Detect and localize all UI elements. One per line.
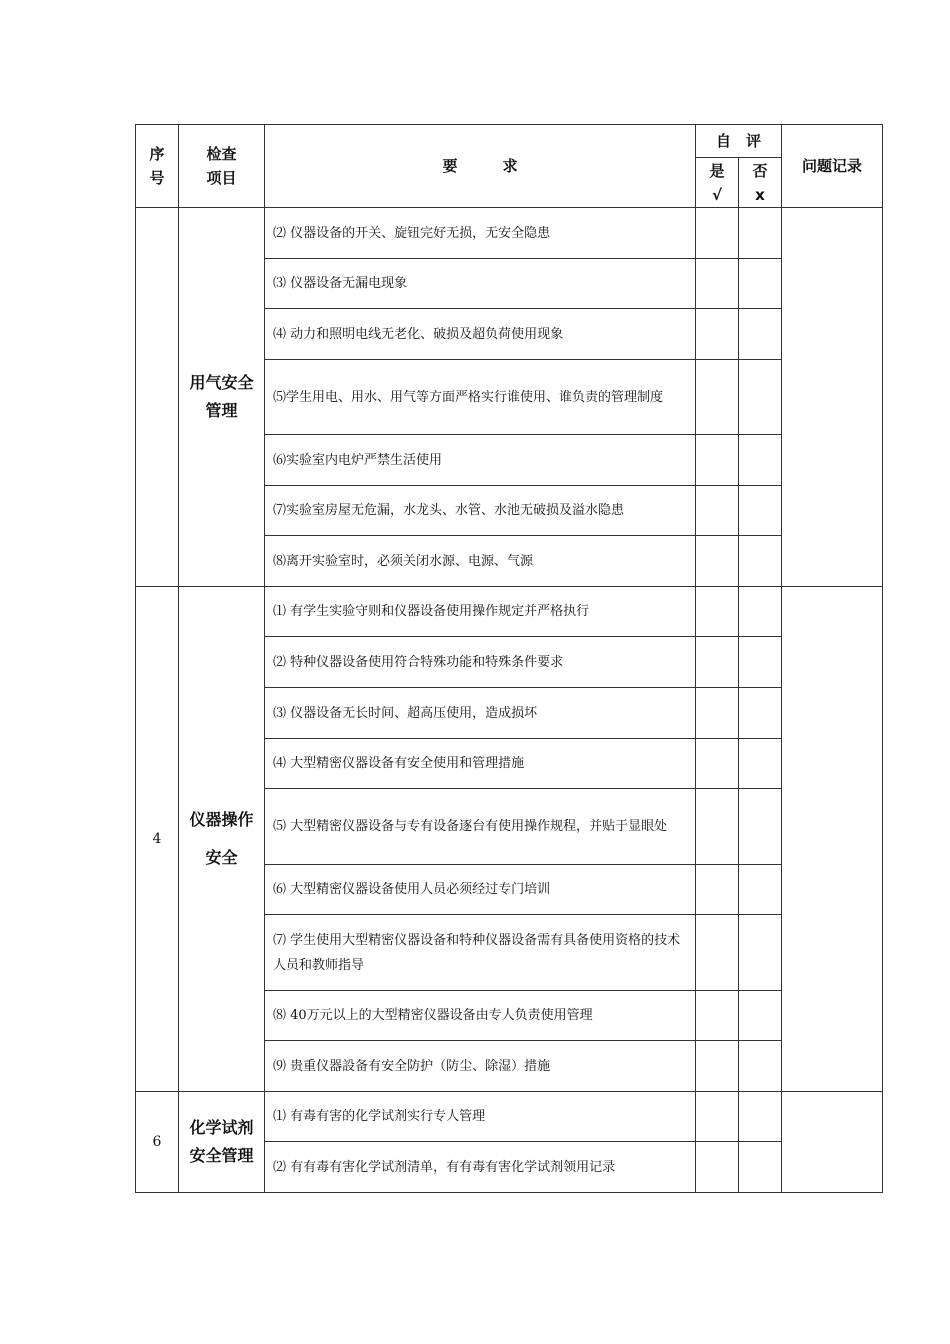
no-checkbox-cell[interactable]	[739, 259, 782, 309]
header-requirement: 要 求	[265, 125, 696, 208]
requirement-text: ⑻ 40万元以上的大型精密仪器设备由专人负责使用管理	[265, 991, 696, 1041]
requirement-text: ⑶ 仪器设备无长时间、超高压使用，造成损坏	[265, 688, 696, 739]
requirement-text: ⑷ 动力和照明电线无老化、破损及超负荷使用现象	[265, 309, 696, 360]
yes-checkbox-cell[interactable]	[696, 435, 739, 486]
no-checkbox-cell[interactable]	[739, 1041, 782, 1092]
header-no-line2: x	[755, 185, 765, 204]
table-row	[136, 587, 883, 637]
requirement-text: ⑴ 有学生实验守则和仪器设备使用操作规定并严格执行	[265, 587, 696, 637]
no-checkbox-cell[interactable]	[739, 309, 782, 360]
no-checkbox-cell[interactable]	[739, 1142, 782, 1193]
issues-cell[interactable]	[782, 587, 883, 1092]
yes-checkbox-cell[interactable]	[696, 739, 739, 789]
no-checkbox-cell[interactable]	[739, 1092, 782, 1142]
header-item-line2: 项目	[206, 169, 237, 187]
header-item-line1: 检查	[206, 145, 237, 163]
header-yes	[696, 158, 739, 208]
yes-checkbox-cell[interactable]	[696, 789, 739, 865]
requirement-text: ⑻离开实验室时，必须关闭水源、电源、气源	[265, 536, 696, 587]
section-seq: 4	[136, 587, 179, 1092]
section-seq	[136, 208, 179, 587]
no-checkbox-cell[interactable]	[739, 865, 782, 915]
header-no-line1: 否	[752, 161, 768, 180]
yes-checkbox-cell[interactable]	[696, 587, 739, 637]
yes-checkbox-cell[interactable]	[696, 259, 739, 309]
requirement-text: ⑹ 大型精密仪器设备使用人员必须经过专门培训	[265, 865, 696, 915]
yes-checkbox-cell[interactable]	[696, 1092, 739, 1142]
yes-checkbox-cell[interactable]	[696, 536, 739, 587]
no-checkbox-cell[interactable]	[739, 637, 782, 688]
header-row-top	[136, 125, 883, 158]
issues-cell[interactable]	[782, 1092, 883, 1193]
section-seq: 6	[136, 1092, 179, 1193]
no-checkbox-cell[interactable]	[739, 739, 782, 789]
yes-checkbox-cell[interactable]	[696, 360, 739, 435]
yes-checkbox-cell[interactable]	[696, 208, 739, 259]
yes-checkbox-cell[interactable]	[696, 688, 739, 739]
section-item-line2: 安全管理	[189, 1146, 254, 1165]
yes-checkbox-cell[interactable]	[696, 1142, 739, 1193]
requirement-text: ⑺ 学生使用大型精密仪器设备和特种仪器设备需有具备使用资格的技术人员和教师指导	[265, 915, 696, 991]
yes-checkbox-cell[interactable]	[696, 915, 739, 991]
yes-checkbox-cell[interactable]	[696, 991, 739, 1041]
no-checkbox-cell[interactable]	[739, 789, 782, 865]
section-item-line1: 用气安全	[189, 373, 254, 392]
no-checkbox-cell[interactable]	[739, 435, 782, 486]
requirement-text: ⑷ 大型精密仪器设备有安全使用和管理措施	[265, 739, 696, 789]
header-issues: 问题记录	[782, 125, 883, 208]
header-yes-line1: 是	[709, 161, 725, 180]
no-checkbox-cell[interactable]	[739, 536, 782, 587]
header-no	[739, 158, 782, 208]
yes-checkbox-cell[interactable]	[696, 865, 739, 915]
section-item	[179, 1092, 265, 1193]
requirement-text: ⑴ 有毒有害的化学试剂实行专人管理	[265, 1092, 696, 1142]
requirement-text: ⑸ 大型精密仪器设备与专有设备逐台有使用操作规程，并贴于显眼处	[265, 789, 696, 865]
safety-checklist-table	[135, 124, 883, 1193]
yes-checkbox-cell[interactable]	[696, 309, 739, 360]
header-self-eval: 自 评	[696, 125, 782, 158]
issues-cell[interactable]	[782, 208, 883, 587]
yes-checkbox-cell[interactable]	[696, 486, 739, 536]
requirement-text: ⑼ 贵重仪器設备有安全防护（防尘、除湿）措施	[265, 1041, 696, 1092]
section-item	[179, 587, 265, 1092]
header-seq-line2: 号	[149, 169, 165, 187]
no-checkbox-cell[interactable]	[739, 208, 782, 259]
no-checkbox-cell[interactable]	[739, 688, 782, 739]
table-row	[136, 208, 883, 259]
requirement-text: ⑵ 特种仪器设备使用符合特殊功能和特殊条件要求	[265, 637, 696, 688]
no-checkbox-cell[interactable]	[739, 486, 782, 536]
no-checkbox-cell[interactable]	[739, 587, 782, 637]
requirement-text: ⑹实验室内电炉严禁生活使用	[265, 435, 696, 486]
no-checkbox-cell[interactable]	[739, 360, 782, 435]
header-seq-line1: 序	[149, 145, 165, 163]
section-item-line2: 安全	[205, 848, 238, 867]
section-item	[179, 208, 265, 587]
no-checkbox-cell[interactable]	[739, 915, 782, 991]
requirement-text: ⑵ 仪器设备的开关、旋钮完好无损，无安全隐患	[265, 208, 696, 259]
requirement-text: ⑶ 仪器设备无漏电现象	[265, 259, 696, 309]
section-item-line2: 管理	[205, 401, 238, 420]
table-row	[136, 1092, 883, 1142]
requirement-text: ⑵ 有有毒有害化学试剂清单，有有毒有害化学试剂领用记录	[265, 1142, 696, 1193]
yes-checkbox-cell[interactable]	[696, 1041, 739, 1092]
no-checkbox-cell[interactable]	[739, 991, 782, 1041]
yes-checkbox-cell[interactable]	[696, 637, 739, 688]
requirement-text: ⑸学生用电、用水、用气等方面严格实行谁使用、谁负责的管理制度	[265, 360, 696, 435]
header-seq	[136, 125, 179, 208]
section-item-line1: 仪器操作	[189, 810, 254, 829]
header-yes-line2: √	[711, 185, 722, 204]
header-item	[179, 125, 265, 208]
requirement-text: ⑺实验室房屋无危漏，水龙头、水管、水池无破损及溢水隐患	[265, 486, 696, 536]
section-item-line1: 化学试剂	[189, 1118, 254, 1137]
